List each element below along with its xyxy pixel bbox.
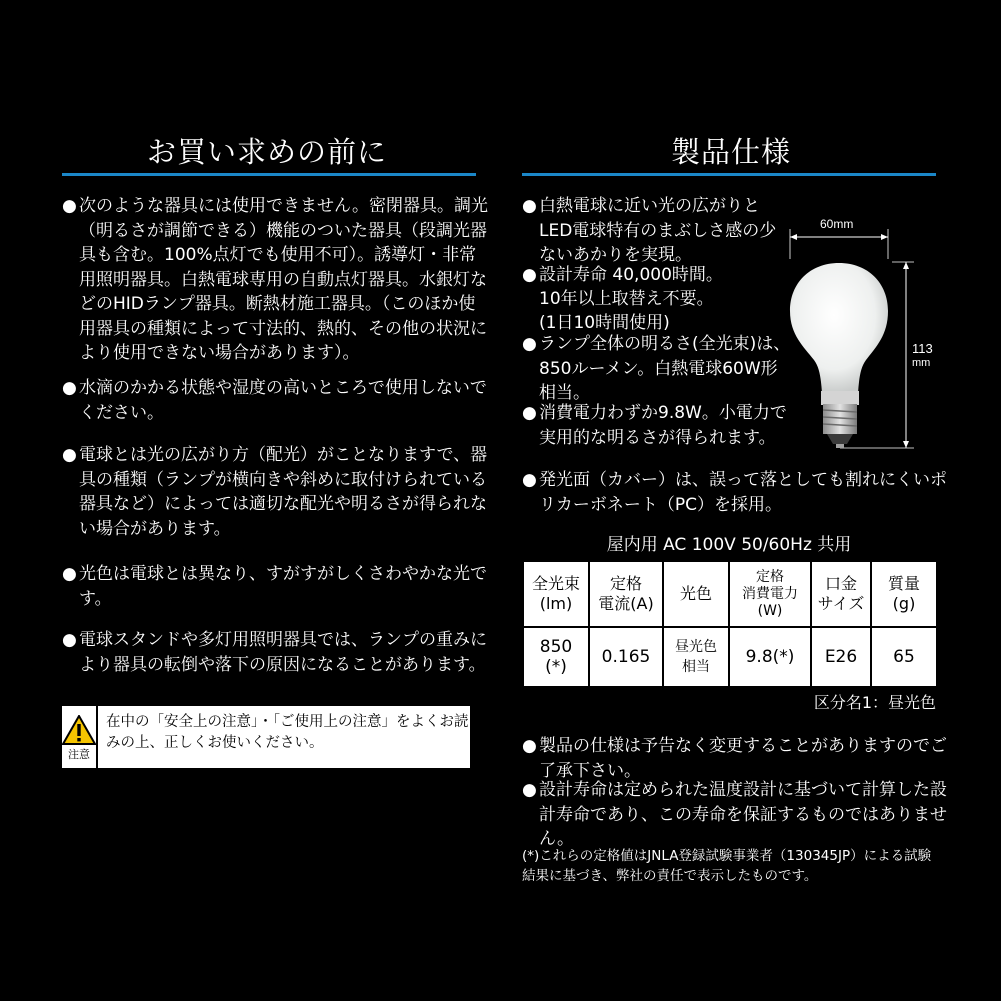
right-para-5: ● ランプ全体の明るさ(全光束)は、850ルーメン。白熱電球60W形相当。 [522, 332, 791, 406]
spec-header-base-text: 口金 サイズ [817, 574, 865, 613]
right-note-2: ● 設計寿命は定められた温度設計に基づいて計算した設計寿命であり、この寿命を保証するものではありません。 [522, 778, 959, 852]
left-para-2: ● 水滴のかかる状態や湿度の高いところで使用しないでください。 [62, 376, 491, 425]
left-para-4: ● 光色は電球とは異なり、すがすがしくさわやかな光です。 [62, 562, 491, 611]
class-note: 区分名1：昼光色 [813, 693, 936, 712]
right-note-1: ● 製品の仕様は予告なく変更することがありますのでご了承下さい。 [522, 734, 959, 783]
spec-header-base [811, 561, 871, 627]
right-para-1: ● 白熱電球に近い光の広がりとLED電球特有のまぶしさ感の少ないあかりを実現。 [522, 194, 791, 268]
right-para-3: 10年以上取替え不要。 [539, 289, 714, 309]
spec-header-lumen [523, 561, 589, 627]
footnote: (*)これらの定格値はJNLA登録試験事業者（130345JP）による試験結果に基づき、弊社の責任で表示したものです。 [522, 848, 932, 884]
spec-header-current [589, 561, 663, 627]
right-para-2: ● 設計寿命 40,000時間。 [522, 263, 791, 288]
left-para-1: ● 次のような器具には使用できません。密閉器具。調光（明るさが調節できる）機能のついた器具（段調光器具も含む。100%点灯でも使用不可）。誘導灯・非常用照明器具。白熱電球専用の自動点灯器具。水銀灯などのHIDランプ器具。断熱材施工器具。（このほか使用器具の種類によって寸法的、熱的、その他の状況により使用できない場合があります）。 [62, 194, 491, 366]
left-para-3: ● 電球とは光の広がり方（配光）がことなりますで、器具の種類（ランプが横向きや斜めに取付けられている器具など）によっては適切な配光や明るさが得られない場合があります。 [62, 443, 491, 541]
spec-cell-power-text: 9.8(*) [745, 647, 795, 667]
spec-cell-mass [871, 627, 937, 687]
warning-icon [62, 715, 96, 745]
right-para-4: (1日10時間使用) [539, 313, 670, 333]
spec-table-row [523, 627, 937, 687]
spec-table [522, 560, 938, 688]
left-heading: お買い求めの前に [146, 135, 387, 169]
spec-cell-base-text: E26 [824, 647, 858, 667]
warning-text: 在中の「安全上の注意」・「ご使用上の注意」をよくお読みの上、正しくお使いください。 [106, 714, 469, 751]
spec-header-mass-text: 質量 (g) [887, 574, 920, 613]
spec-cell-lumen [523, 627, 589, 687]
spec-cell-lumen-text: 850 (*) [539, 637, 573, 677]
right-heading: 製品仕様 [670, 135, 791, 169]
warning-icon-label: 注意 [68, 747, 90, 761]
spec-header-power-text: 定格 消費電力 (W) [742, 568, 798, 619]
spec-cell-color [663, 627, 729, 687]
table-caption: 屋内用 AC 100V 50/60Hz 共用 [606, 535, 852, 555]
spec-header-power [729, 561, 811, 627]
spec-header-color-text: 光色 [679, 584, 712, 603]
right-para-7: ● 発光面（カバー）は、誤って落としても割れにくいポリカーボネート（PC）を採用。 [522, 468, 951, 517]
spec-header-mass [871, 561, 937, 627]
spec-header-current-text: 定格 電流(A) [598, 574, 654, 613]
left-para-5: ● 電球スタンドや多灯用照明器具では、ランプの重みにより器具の転倒や落下の原因になることがあります。 [62, 628, 491, 677]
right-para-6: ● 消費電力わずか9.8W。小電力で実用的な明るさが得られます。 [522, 401, 791, 450]
right-heading-rule [522, 173, 936, 176]
spec-header-lumen-text: 全光束 (lm) [531, 574, 580, 613]
spec-cell-mass-text: 65 [893, 647, 915, 667]
left-heading-rule [62, 173, 476, 176]
dimension-height-value: 113 [912, 341, 933, 356]
bulb-illustration [780, 215, 960, 455]
spec-table-header-row [523, 561, 937, 627]
spec-cell-power [729, 627, 811, 687]
spec-cell-color-text: 昼光色 相当 [675, 639, 717, 675]
led-bulb-icon [780, 215, 960, 455]
dimension-width: 60mm [820, 217, 854, 231]
warning-icon-cell [62, 706, 98, 768]
spec-header-color [663, 561, 729, 627]
spec-cell-current [589, 627, 663, 687]
warning-box [62, 706, 470, 768]
spec-cell-base [811, 627, 871, 687]
spec-cell-current-text: 0.165 [601, 647, 651, 667]
dimension-height-unit: mm [912, 357, 931, 369]
